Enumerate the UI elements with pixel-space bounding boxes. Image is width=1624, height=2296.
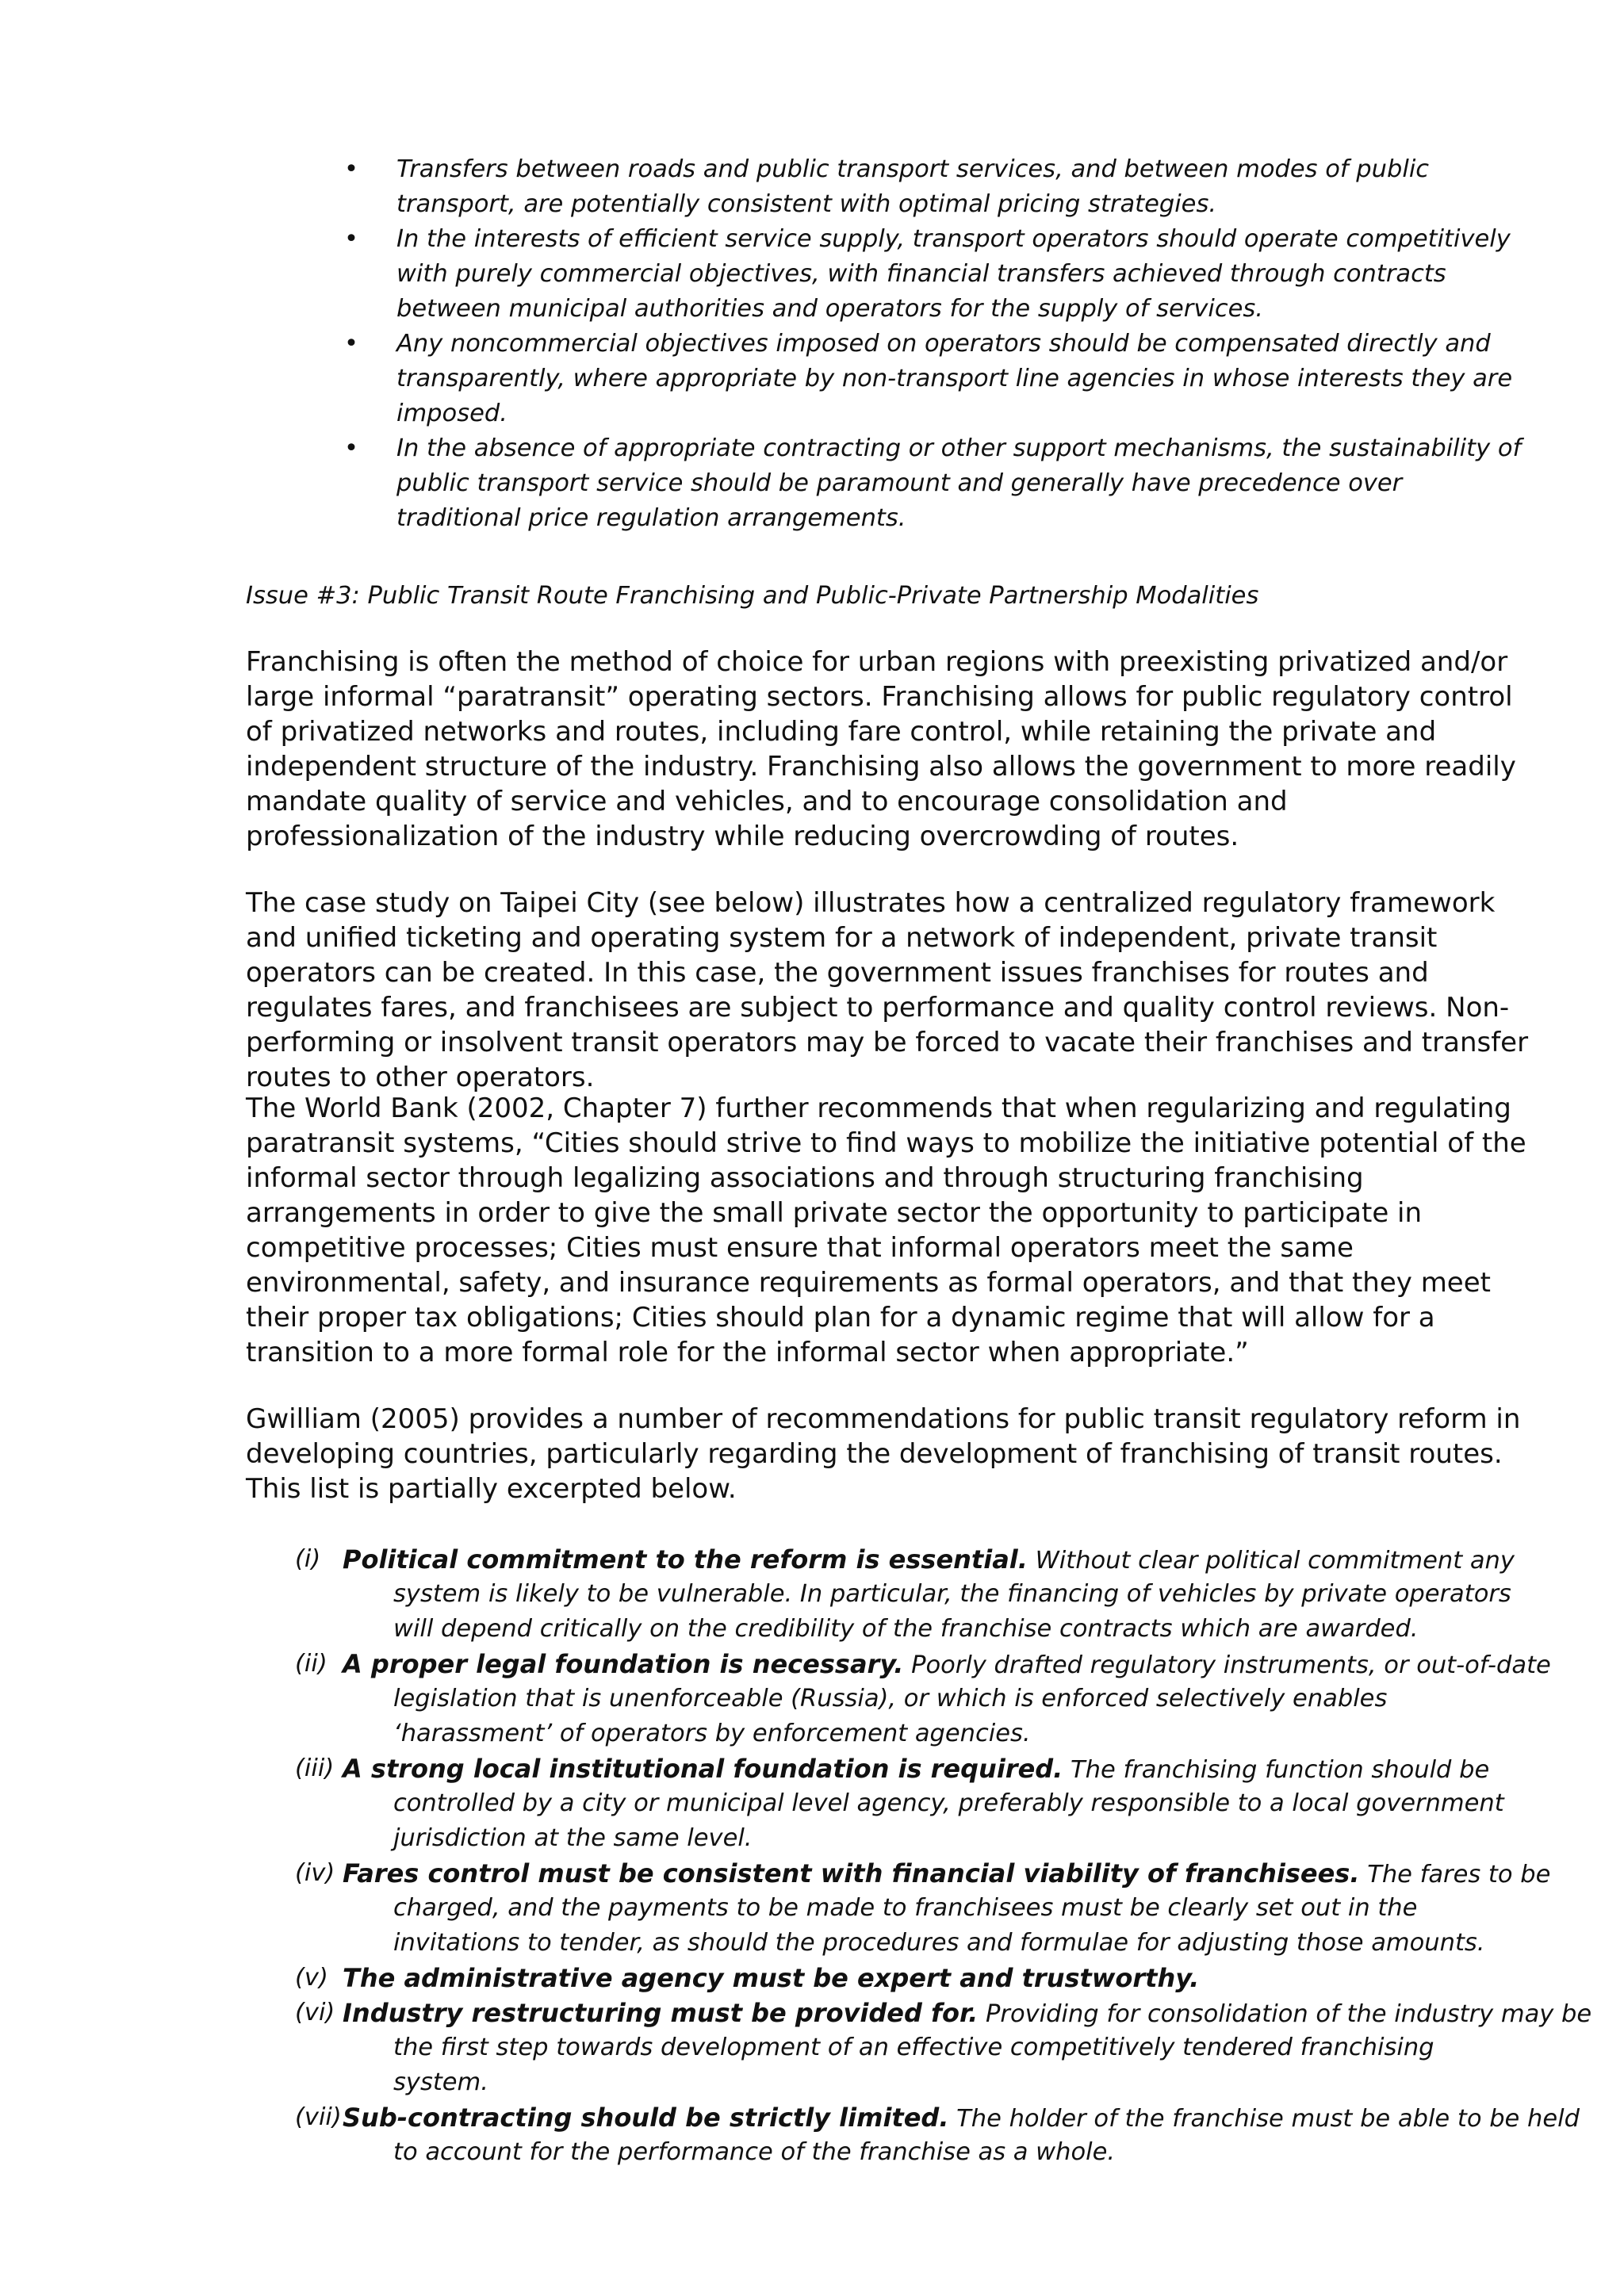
recommendation-number: (vi) [295, 1999, 335, 2026]
recommendation-item [295, 2100, 1580, 2170]
recommendation-heading: The administrative agency must be expert and trustworthy. [343, 1963, 1200, 1993]
recommendation-text: system is likely to be vulnerable. In particular, the financing of vehicles by private operators will depend critically on the credibility of the franchise contracts which are awarded. [393, 1580, 1511, 1643]
bullet-symbol: • [344, 330, 358, 358]
recommendation-heading: A strong local institutional foundation is required. [343, 1754, 1063, 1784]
issue-heading: Issue #3: Public Transit Route Franchising and Public-Private Partnership Modalities [246, 582, 1259, 610]
recommendation-text-start: Providing for consolidation of the industry may be [978, 2000, 1592, 2028]
recommendation-text: controlled by a city or municipal level agency, preferably responsible to a local government jurisdiction at the same level. [393, 1789, 1504, 1852]
paragraph-gwilliam: Gwilliam (2005) provides a number of recommendations for public transit regulatory reform in developing countries, particularly regarding the development of franchising of transit routes. This list is partially excerpted below. [246, 1403, 1521, 1505]
recommendation-heading: A proper legal foundation is necessary. [343, 1649, 904, 1679]
recommendation-item [295, 1751, 1532, 1856]
bullet-symbol: • [344, 155, 358, 183]
recommendation-number: (ii) [295, 1650, 327, 1678]
recommendation-text: legislation that is unenforceable (Russia), or which is enforced selectively enables ‘harassment’ of operators by enforcement agencies. [393, 1685, 1388, 1747]
recommendation-text: charged, and the payments to be made to franchisees must be clearly set out in the invitations to tender, as should the procedures and formulae for adjusting those amounts. [393, 1894, 1485, 1957]
recommendation-number: (iv) [295, 1859, 335, 1887]
bullet-symbol: • [344, 434, 358, 462]
bullet-item [341, 431, 1522, 536]
recommendation-heading: Political commitment to the reform is essential. [343, 1544, 1028, 1575]
bullet-item [341, 222, 1522, 327]
recommendation-number: (iii) [295, 1755, 335, 1782]
bullet-text: Transfers between roads and public transport services, and between modes of public transport, are potentially consistent with optimal pricing strategies. [396, 155, 1430, 218]
bullet-text: In the absence of appropriate contracting or other support mechanisms, the sustainability of public transport service should be paramount and generally have precedence over traditional price regulation arrangements. [396, 434, 1522, 532]
paragraph-taipei-case-study: The case study on Taipei City (see below) illustrates how a centralized regulatory framework and unified ticketing and operating system for a network of independent, private transit operators can be created. In this case, the government issues franchises for routes and regulates fares, and franchisees are subject to performance and quality control reviews. Non-performing or insolvent transit operators may be forced to vacate their franchises and transfer routes to other operators. [246, 887, 1529, 1093]
paragraph-franchising: Franchising is often the method of choice for urban regions with preexisting privatized and/or large informal “paratransit” operating sectors. Franchising allows for public regulatory control of privatized networks and routes, including fare control, while retaining the private and independent structure of the industry. Franchising also allows the government to more readily mandate quality of service and vehicles, and to encourage consolidation and professionalization of the industry while reducing overcrowding of routes. [246, 646, 1516, 852]
recommendation-text: the first step towards development of an effective competitively tendered franchising system. [393, 2034, 1434, 2096]
bullet-symbol: • [344, 225, 358, 253]
recommendation-heading: Sub-contracting should be strictly limited. [343, 2103, 949, 2133]
bullet-text: In the interests of efficient service supply, transport operators should operate competitively with purely commercial objectives, with financial transfers achieved through contracts between municipal authorities and operators for the supply of services. [396, 225, 1511, 323]
recommendation-number: (v) [295, 1964, 328, 1992]
recommendation-text-start: Without clear political commitment any [1027, 1547, 1515, 1575]
recommendation-item [295, 1996, 1592, 2100]
recommendation-text-start: The franchising function should be [1063, 1756, 1490, 1784]
recommendation-heading: Fares control must be consistent with financial viability of franchisees. [343, 1858, 1360, 1888]
recommendation-heading: Industry restructuring must be provided for. [343, 1998, 979, 2028]
bullet-item [341, 327, 1522, 431]
recommendation-number: (i) [295, 1545, 321, 1573]
recommendation-text-start: Poorly drafted regulatory instruments, or out-of-date [903, 1651, 1551, 1679]
recommendation-item [295, 1856, 1551, 1961]
bullet-item [341, 152, 1522, 222]
policy-bullet-list [341, 152, 1522, 536]
recommendations-list [295, 1542, 1592, 2170]
recommendation-text-start: The fares to be [1359, 1861, 1551, 1888]
paragraph-world-bank: The World Bank (2002, Chapter 7) further recommends that when regularizing and regulating paratransit systems, “Cities should strive to find ways to mobilize the initiative potential of the informal sector through legalizing associations and through structuring franchising arrangements in order to give the small private sector the opportunity to participate in competitive processes; Cities must ensure that informal operators meet the same environmental, safety, and insurance requirements as formal operators, and that they meet their proper tax obligations; Cities should plan for a dynamic regime that will allow for a transition to a more formal role for the informal sector when appropriate.” [246, 1093, 1526, 1368]
recommendation-text-start: The holder of the franchise must be able to be held [948, 2105, 1580, 2133]
recommendation-number: (vii) [295, 2103, 342, 2131]
recommendation-item [295, 1647, 1551, 1751]
recommendation-text: to account for the performance of the franchise as a whole. [393, 2138, 1116, 2166]
bullet-text: Any noncommercial objectives imposed on operators should be compensated directly and transparently, where appropriate by non-transport line agencies in whose interests they are imposed. [396, 330, 1513, 427]
recommendation-item [295, 1542, 1532, 1647]
recommendation-item [295, 1961, 1532, 1996]
